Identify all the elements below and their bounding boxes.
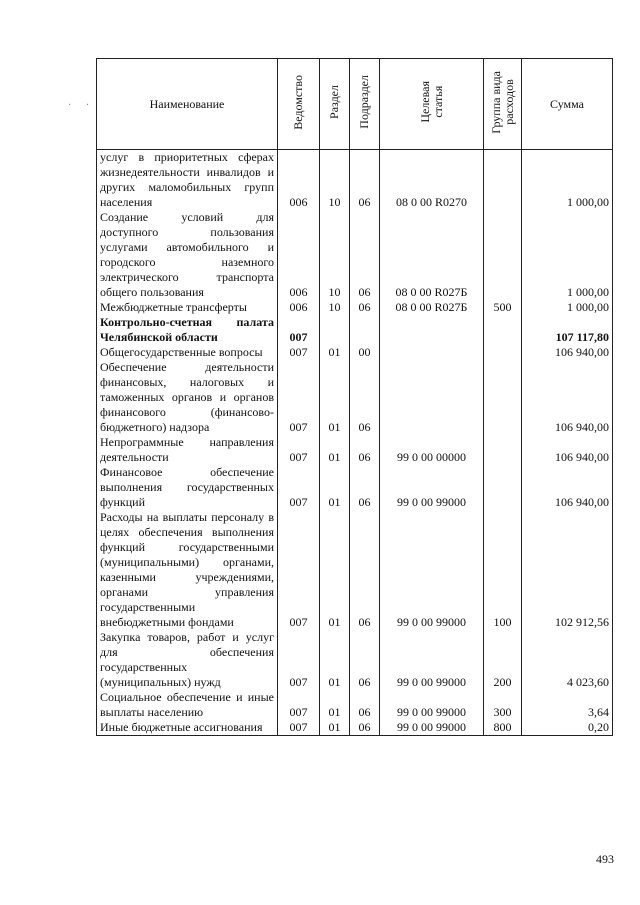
cell-name: Общегосударственные вопросы (97, 345, 278, 360)
cell-name: Иные бюджетные ассигнования (97, 720, 278, 736)
cell-amount: 1 000,00 (522, 300, 613, 315)
cell-section: 10 (320, 300, 350, 315)
cell-subsection: 06 (350, 210, 380, 300)
cell-department: 007 (278, 630, 320, 690)
cell-section: 01 (320, 630, 350, 690)
cell-name: услуг в приоритетных сферах жизнедеятельности инвалидов и других маломобильных групп населения (97, 150, 278, 211)
cell-amount: 106 940,00 (522, 360, 613, 435)
cell-expense-group: 500 (484, 300, 522, 315)
header-target-item: Целевая статья (380, 59, 484, 150)
cell-subsection: 06 (350, 690, 380, 720)
cell-target-item: 99 0 00 99000 (380, 630, 484, 690)
cell-department: 007 (278, 690, 320, 720)
cell-amount: 106 940,00 (522, 465, 613, 510)
cell-section: 01 (320, 435, 350, 465)
cell-section: 01 (320, 465, 350, 510)
header-name: Наименование (97, 59, 278, 150)
cell-expense-group (484, 465, 522, 510)
cell-subsection: 06 (350, 300, 380, 315)
cell-target-item: 08 0 00 R0270 (380, 150, 484, 211)
cell-name: Обеспечение деятельности финансовых, налоговых и таможенных органов и органов финансового (финансово-бюджетного) надзора (97, 360, 278, 435)
cell-department: 007 (278, 345, 320, 360)
cell-target-item: 99 0 00 99000 (380, 510, 484, 630)
cell-expense-group: 200 (484, 630, 522, 690)
cell-name: Расходы на выплаты персоналу в целях обеспечения выполнения функций государственными (муниципальными) органами, казенными учреждениями, органами управления государственными внебюджетными фондами (97, 510, 278, 630)
cell-expense-group (484, 435, 522, 465)
cell-amount: 102 912,56 (522, 510, 613, 630)
header-section: Раздел (320, 59, 350, 150)
cell-department: 007 (278, 360, 320, 435)
cell-name: Межбюджетные трансферты (97, 300, 278, 315)
scan-artifact: · · (68, 100, 96, 111)
cell-department: 006 (278, 150, 320, 211)
cell-amount: 3,64 (522, 690, 613, 720)
cell-expense-group (484, 345, 522, 360)
cell-subsection: 06 (350, 510, 380, 630)
cell-expense-group: 100 (484, 510, 522, 630)
cell-section (320, 315, 350, 345)
cell-expense-group (484, 210, 522, 300)
table-row (97, 150, 613, 211)
cell-target-item: 08 0 00 R027Б (380, 300, 484, 315)
cell-section: 01 (320, 720, 350, 736)
cell-department: 007 (278, 720, 320, 736)
cell-subsection (350, 315, 380, 345)
table-row (97, 465, 613, 510)
cell-department: 007 (278, 465, 320, 510)
cell-department: 007 (278, 435, 320, 465)
cell-amount: 106 940,00 (522, 435, 613, 465)
cell-expense-group (484, 360, 522, 435)
cell-name: Создание условий для доступного пользования услугами автомобильного и городского наземного электрического транспорта общего пользования (97, 210, 278, 300)
cell-expense-group (484, 315, 522, 345)
cell-expense-group: 300 (484, 690, 522, 720)
cell-target-item (380, 315, 484, 345)
table-row (97, 720, 613, 736)
cell-department: 007 (278, 315, 320, 345)
cell-department: 006 (278, 210, 320, 300)
cell-section: 01 (320, 690, 350, 720)
cell-subsection: 06 (350, 465, 380, 510)
budget-table (96, 58, 613, 736)
cell-amount: 0,20 (522, 720, 613, 736)
cell-section: 01 (320, 345, 350, 360)
header-expense-group: Группа вида расходов (484, 59, 522, 150)
table-header-row (97, 59, 613, 150)
cell-amount: 4 023,60 (522, 630, 613, 690)
budget-table-container (96, 58, 612, 736)
cell-target-item: 08 0 00 R027Б (380, 210, 484, 300)
table-row (97, 210, 613, 300)
cell-subsection: 00 (350, 345, 380, 360)
table-row (97, 360, 613, 435)
cell-section: 10 (320, 210, 350, 300)
header-subsection: Подраздел (350, 59, 380, 150)
cell-amount: 107 117,80 (522, 315, 613, 345)
table-body (97, 150, 613, 736)
table-row (97, 300, 613, 315)
cell-subsection: 06 (350, 150, 380, 211)
table-row (97, 690, 613, 720)
header-department: Ведомство (278, 59, 320, 150)
cell-department: 006 (278, 300, 320, 315)
cell-expense-group (484, 150, 522, 211)
cell-subsection: 06 (350, 630, 380, 690)
cell-target-item (380, 360, 484, 435)
cell-subsection: 06 (350, 360, 380, 435)
cell-target-item: 99 0 00 00000 (380, 435, 484, 465)
cell-name: Непрограммные направления деятельности (97, 435, 278, 465)
cell-amount: 1 000,00 (522, 210, 613, 300)
cell-amount: 106 940,00 (522, 345, 613, 360)
cell-section: 01 (320, 360, 350, 435)
header-amount: Сумма (522, 59, 613, 150)
cell-name: Финансовое обеспечение выполнения государственных функций (97, 465, 278, 510)
page-number: 493 (596, 852, 614, 866)
table-row (97, 435, 613, 465)
cell-section: 10 (320, 150, 350, 211)
cell-target-item: 99 0 00 99000 (380, 690, 484, 720)
cell-name: Социальное обеспечение и иные выплаты населению (97, 690, 278, 720)
cell-name: Контрольно-счетная палата Челябинской области (97, 315, 278, 345)
cell-department: 007 (278, 510, 320, 630)
cell-subsection: 06 (350, 720, 380, 736)
cell-section: 01 (320, 510, 350, 630)
table-row (97, 510, 613, 630)
table-row (97, 315, 613, 345)
cell-subsection: 06 (350, 435, 380, 465)
cell-amount: 1 000,00 (522, 150, 613, 211)
cell-expense-group: 800 (484, 720, 522, 736)
cell-target-item (380, 345, 484, 360)
cell-target-item: 99 0 00 99000 (380, 720, 484, 736)
cell-name: Закупка товаров, работ и услуг для обеспечения государственных (муниципальных) нужд (97, 630, 278, 690)
cell-target-item: 99 0 00 99000 (380, 465, 484, 510)
table-row (97, 630, 613, 690)
table-row (97, 345, 613, 360)
